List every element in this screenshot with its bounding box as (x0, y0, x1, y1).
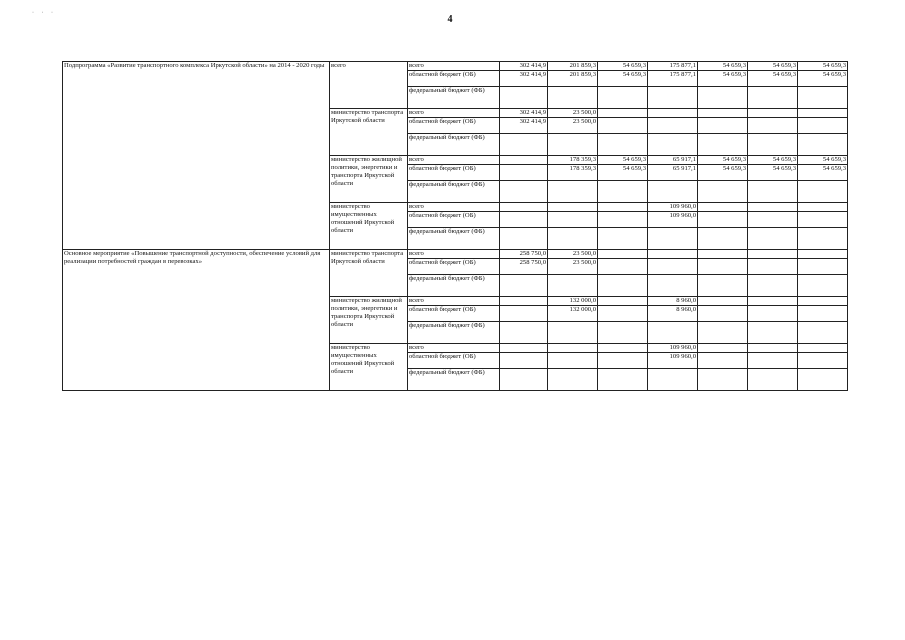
amount-cell: 54 659,3 (698, 165, 748, 181)
amount-cell (748, 275, 798, 297)
amount-cell (748, 344, 798, 353)
amount-cell: 54 659,3 (598, 71, 648, 87)
amount-cell (500, 353, 548, 369)
amount-cell: 65 917,1 (648, 156, 698, 165)
amount-cell (598, 118, 648, 134)
amount-cell: 302 414,9 (500, 118, 548, 134)
amount-cell: 23 500,0 (548, 109, 598, 118)
executor-cell: министерство транспорта Иркутской области (330, 250, 408, 297)
amount-cell (598, 297, 648, 306)
amount-cell: 54 659,3 (698, 71, 748, 87)
amount-cell (698, 118, 748, 134)
amount-cell (500, 212, 548, 228)
amount-cell: 54 659,3 (748, 71, 798, 87)
amount-cell (548, 322, 598, 344)
amount-cell: 302 414,9 (500, 109, 548, 118)
amount-cell (748, 250, 798, 259)
amount-cell: 54 659,3 (598, 165, 648, 181)
amount-cell (748, 228, 798, 250)
amount-cell: 132 000,0 (548, 306, 598, 322)
funding-source-cell: федеральный бюджет (ФБ) (408, 369, 500, 391)
amount-cell (798, 344, 848, 353)
budget-table-body (63, 62, 848, 391)
amount-cell (500, 228, 548, 250)
amount-cell (500, 306, 548, 322)
amount-cell (598, 306, 648, 322)
amount-cell: 23 500,0 (548, 118, 598, 134)
amount-cell (548, 228, 598, 250)
amount-cell: 54 659,3 (798, 62, 848, 71)
amount-cell (500, 275, 548, 297)
amount-cell (548, 134, 598, 156)
amount-cell (548, 275, 598, 297)
amount-cell: 54 659,3 (748, 156, 798, 165)
amount-cell (798, 353, 848, 369)
amount-cell: 258 750,0 (500, 259, 548, 275)
amount-cell (598, 259, 648, 275)
amount-cell (648, 109, 698, 118)
amount-cell (598, 109, 648, 118)
funding-source-cell: всего (408, 203, 500, 212)
amount-cell (698, 212, 748, 228)
amount-cell (748, 203, 798, 212)
amount-cell (548, 87, 598, 109)
amount-cell (500, 156, 548, 165)
amount-cell (648, 250, 698, 259)
amount-cell: 178 359,3 (548, 165, 598, 181)
amount-cell: 54 659,3 (698, 156, 748, 165)
amount-cell (798, 181, 848, 203)
amount-cell (500, 181, 548, 203)
amount-cell: 23 500,0 (548, 250, 598, 259)
amount-cell (648, 275, 698, 297)
amount-cell (500, 322, 548, 344)
amount-cell (648, 87, 698, 109)
amount-cell: 109 960,0 (648, 203, 698, 212)
funding-source-cell: областной бюджет (ОБ) (408, 165, 500, 181)
amount-cell (548, 212, 598, 228)
funding-source-cell: всего (408, 250, 500, 259)
amount-cell (598, 353, 648, 369)
amount-cell (748, 181, 798, 203)
amount-cell (798, 203, 848, 212)
amount-cell: 54 659,3 (598, 62, 648, 71)
amount-cell (548, 353, 598, 369)
amount-cell (698, 109, 748, 118)
amount-cell: 54 659,3 (798, 71, 848, 87)
amount-cell (698, 344, 748, 353)
amount-cell (798, 134, 848, 156)
amount-cell (748, 369, 798, 391)
amount-cell (698, 203, 748, 212)
program-name-cell: Подпрограмма «Развитие транспортного комплекса Иркутской области» на 2014 - 2020 годы (63, 62, 330, 250)
amount-cell (500, 297, 548, 306)
amount-cell (598, 181, 648, 203)
executor-cell: министерство имущественных отношений Иркутской области (330, 203, 408, 250)
amount-cell: 65 917,1 (648, 165, 698, 181)
amount-cell (748, 109, 798, 118)
amount-cell (798, 306, 848, 322)
funding-source-cell: федеральный бюджет (ФБ) (408, 87, 500, 109)
amount-cell: 54 659,3 (698, 62, 748, 71)
amount-cell (598, 369, 648, 391)
amount-cell (798, 109, 848, 118)
amount-cell: 54 659,3 (798, 156, 848, 165)
amount-cell (648, 322, 698, 344)
amount-cell (798, 297, 848, 306)
amount-cell (798, 212, 848, 228)
amount-cell (500, 203, 548, 212)
amount-cell (500, 369, 548, 391)
funding-source-cell: всего (408, 62, 500, 71)
funding-source-cell: всего (408, 344, 500, 353)
amount-cell: 109 960,0 (648, 344, 698, 353)
budget-table (62, 61, 848, 391)
amount-cell (748, 297, 798, 306)
amount-cell (648, 134, 698, 156)
executor-cell: министерство жилищной политики, энергетики и транспорта Иркутской области (330, 156, 408, 203)
amount-cell (698, 297, 748, 306)
amount-cell (598, 87, 648, 109)
page-number: 4 (447, 14, 453, 25)
amount-cell (648, 228, 698, 250)
amount-cell (598, 212, 648, 228)
amount-cell: 54 659,3 (798, 165, 848, 181)
funding-source-cell: всего (408, 156, 500, 165)
funding-source-cell: федеральный бюджет (ФБ) (408, 275, 500, 297)
amount-cell (748, 259, 798, 275)
amount-cell: 23 500,0 (548, 259, 598, 275)
amount-cell: 175 877,1 (648, 71, 698, 87)
amount-cell: 201 859,3 (548, 71, 598, 87)
funding-source-cell: областной бюджет (ОБ) (408, 118, 500, 134)
amount-cell (698, 181, 748, 203)
table-row (63, 62, 848, 71)
funding-source-cell: всего (408, 109, 500, 118)
scan-specks: · · · (32, 10, 56, 16)
funding-source-cell: областной бюджет (ОБ) (408, 71, 500, 87)
amount-cell (598, 203, 648, 212)
amount-cell (698, 87, 748, 109)
funding-source-cell: областной бюджет (ОБ) (408, 306, 500, 322)
amount-cell (500, 344, 548, 353)
funding-source-cell: областной бюджет (ОБ) (408, 259, 500, 275)
program-name-cell: Основное мероприятие «Повышение транспортной доступности, обеспечение условий для реализации потребностей граждан в перевозках» (63, 250, 330, 391)
executor-cell: министерство жилищной политики, энергетики и транспорта Иркутской области (330, 297, 408, 344)
amount-cell (500, 134, 548, 156)
amount-cell (798, 250, 848, 259)
amount-cell (698, 369, 748, 391)
amount-cell (598, 250, 648, 259)
amount-cell (698, 259, 748, 275)
amount-cell: 8 960,0 (648, 297, 698, 306)
amount-cell (798, 322, 848, 344)
funding-source-cell: областной бюджет (ОБ) (408, 212, 500, 228)
amount-cell (748, 306, 798, 322)
executor-cell: всего (330, 62, 408, 109)
funding-source-cell: областной бюджет (ОБ) (408, 353, 500, 369)
funding-source-cell: федеральный бюджет (ФБ) (408, 134, 500, 156)
amount-cell (798, 118, 848, 134)
amount-cell: 8 960,0 (648, 306, 698, 322)
amount-cell (748, 118, 798, 134)
amount-cell (748, 353, 798, 369)
amount-cell (798, 228, 848, 250)
amount-cell (548, 181, 598, 203)
amount-cell (698, 134, 748, 156)
amount-cell: 54 659,3 (598, 156, 648, 165)
amount-cell (748, 87, 798, 109)
funding-source-cell: всего (408, 297, 500, 306)
amount-cell: 109 960,0 (648, 353, 698, 369)
amount-cell: 175 877,1 (648, 62, 698, 71)
table-row (63, 250, 848, 259)
amount-cell (648, 259, 698, 275)
amount-cell (648, 181, 698, 203)
funding-source-cell: федеральный бюджет (ФБ) (408, 181, 500, 203)
amount-cell (748, 134, 798, 156)
amount-cell: 302 414,9 (500, 62, 548, 71)
amount-cell (548, 203, 598, 212)
amount-cell (698, 228, 748, 250)
amount-cell (798, 369, 848, 391)
amount-cell (748, 212, 798, 228)
amount-cell (598, 228, 648, 250)
amount-cell (598, 344, 648, 353)
amount-cell (698, 322, 748, 344)
amount-cell (698, 306, 748, 322)
amount-cell (598, 134, 648, 156)
amount-cell: 201 859,3 (548, 62, 598, 71)
executor-cell: министерство имущественных отношений Иркутской области (330, 344, 408, 391)
amount-cell (648, 369, 698, 391)
amount-cell (798, 87, 848, 109)
amount-cell: 178 359,3 (548, 156, 598, 165)
amount-cell: 258 750,0 (500, 250, 548, 259)
amount-cell: 132 000,0 (548, 297, 598, 306)
amount-cell (798, 275, 848, 297)
amount-cell (500, 165, 548, 181)
amount-cell (598, 275, 648, 297)
amount-cell (748, 322, 798, 344)
amount-cell (648, 118, 698, 134)
amount-cell (798, 259, 848, 275)
amount-cell: 109 960,0 (648, 212, 698, 228)
funding-source-cell: федеральный бюджет (ФБ) (408, 228, 500, 250)
amount-cell (698, 250, 748, 259)
executor-cell: министерство транспорта Иркутской области (330, 109, 408, 156)
amount-cell: 54 659,3 (748, 165, 798, 181)
amount-cell (548, 369, 598, 391)
amount-cell: 54 659,3 (748, 62, 798, 71)
amount-cell (698, 275, 748, 297)
amount-cell (500, 87, 548, 109)
amount-cell (598, 322, 648, 344)
amount-cell (548, 344, 598, 353)
amount-cell (698, 353, 748, 369)
amount-cell: 302 414,9 (500, 71, 548, 87)
funding-source-cell: федеральный бюджет (ФБ) (408, 322, 500, 344)
